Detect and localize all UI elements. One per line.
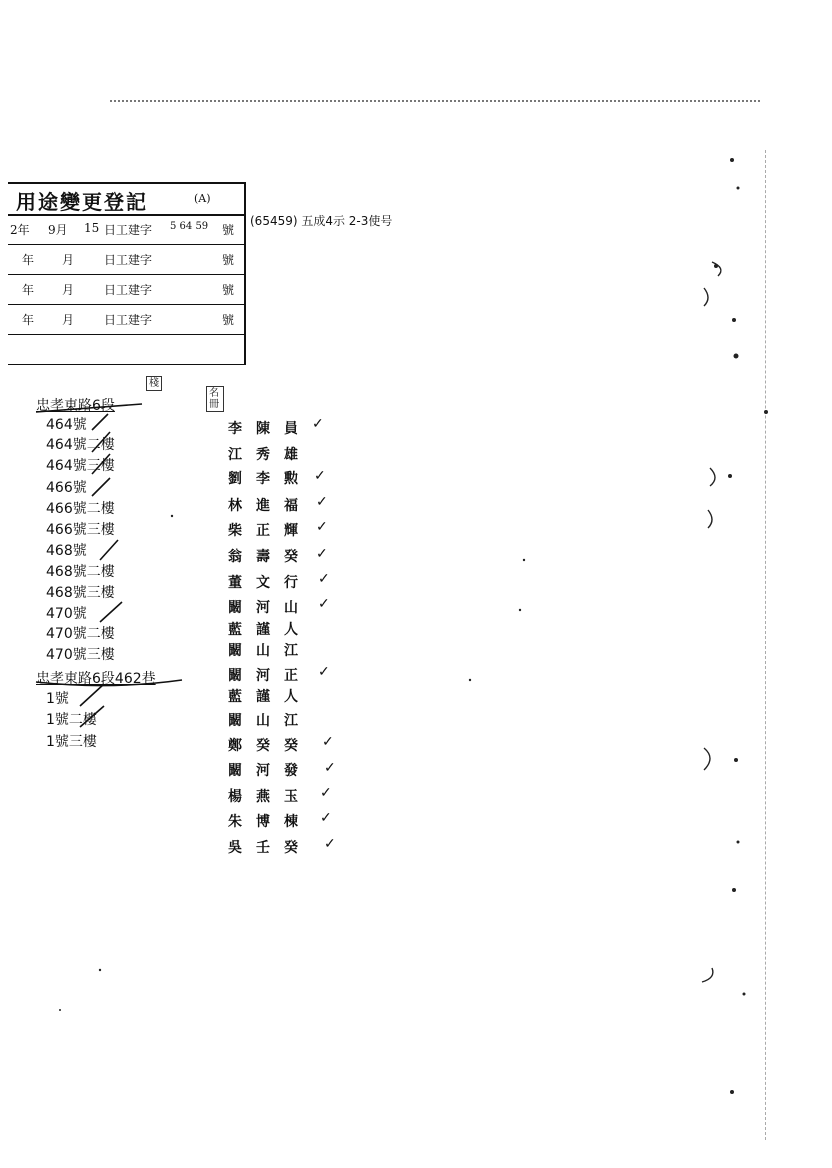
address-item: 466號三樓 [46,522,115,538]
address-item: 1號 [46,691,69,707]
check-mark: ✓ [316,494,328,510]
stamp-office: 日工建字 [104,253,153,267]
stamp-year: 年 [22,253,35,267]
stamp-suffix: 號 [222,313,235,327]
stamp-suffix: 號 [222,253,235,267]
check-mark: ✓ [318,664,330,680]
address-item: 466號二樓 [46,501,115,517]
stamp-title: 用途變更登記 [16,190,148,214]
check-mark: ✓ [318,571,330,587]
address-item: 470號 [46,606,87,622]
scan-specks [59,158,768,1094]
address-item: 466號 [46,480,87,496]
check-mark: ✓ [322,734,334,750]
owner-name: 闞河發 [228,763,312,779]
stamp-office: 日工建字 [104,283,153,297]
stamp-suffix: 號 [222,223,235,237]
address-item: 1號二樓 [46,712,97,728]
address-item: 470號二樓 [46,626,115,642]
owner-name: 劉李勲 [228,471,312,487]
stamp-suffix: 號 [222,283,235,297]
check-mark: ✓ [324,836,336,852]
address-item: 464號三樓 [46,458,115,474]
stamp-month: 月 [62,283,75,297]
pen-strokes [36,404,182,727]
owner-name: 江秀雄 [228,447,312,463]
owner-name: 翁壽癸 [228,549,312,565]
scan-arcs [702,262,721,982]
owner-name: 鄭癸癸 [228,738,312,754]
stamp-year: 2年 [10,223,30,237]
owner-name: 林進福 [228,498,312,514]
owner-name: 柴正輝 [228,523,312,539]
owner-name: 藍謹人 [228,622,312,638]
address-item: 1號三樓 [46,734,97,750]
stamp-year: 年 [22,283,35,297]
address-heading: 忠孝東路6段 [36,398,115,414]
stamp-number: 5 64 59 [170,221,209,232]
address-item: 468號 [46,543,87,559]
stamp-month: 月 [62,253,75,267]
owner-name: 董文行 [228,575,312,591]
owner-name: 李陳員 [228,421,312,437]
stamp-title-note: (A) [194,192,211,205]
stamp-day: 15 [84,221,100,235]
marker-right: 名 冊 [206,386,224,412]
owner-name: 闞河正 [228,668,312,684]
owner-name: 闞山江 [228,643,312,659]
address-item: 468號三樓 [46,585,115,601]
owner-name: 朱博棟 [228,814,312,830]
owner-name: 藍謹人 [228,689,312,705]
owner-name: 楊燕玉 [228,789,312,805]
check-mark: ✓ [312,416,324,432]
check-mark: ✓ [320,810,332,826]
owner-name: 闞河山 [228,600,312,616]
check-mark: ✓ [314,468,326,484]
address-item: 470號三樓 [46,647,115,663]
address-item: 468號二樓 [46,564,115,580]
stamp-year: 年 [22,313,35,327]
stamp-office: 日工建字 [104,223,153,237]
address-item: 464號二樓 [46,437,115,453]
stamp-office: 日工建字 [104,313,153,327]
stamp-month: 9月 [48,223,68,237]
check-mark: ✓ [318,596,330,612]
handwritten-note: (65459) 五成4示 2-3使号 [250,214,393,228]
owner-name: 吳壬癸 [228,840,312,856]
stamp-month: 月 [62,313,75,327]
address-heading: 忠孝東路6段462巷 [36,671,156,687]
check-mark: ✓ [316,519,328,535]
check-mark: ✓ [324,760,336,776]
check-mark: ✓ [320,785,332,801]
address-item: 464號 [46,417,87,433]
marker-left: 棧 [146,376,162,391]
check-mark: ✓ [316,546,328,562]
owner-name: 闞山江 [228,713,312,729]
